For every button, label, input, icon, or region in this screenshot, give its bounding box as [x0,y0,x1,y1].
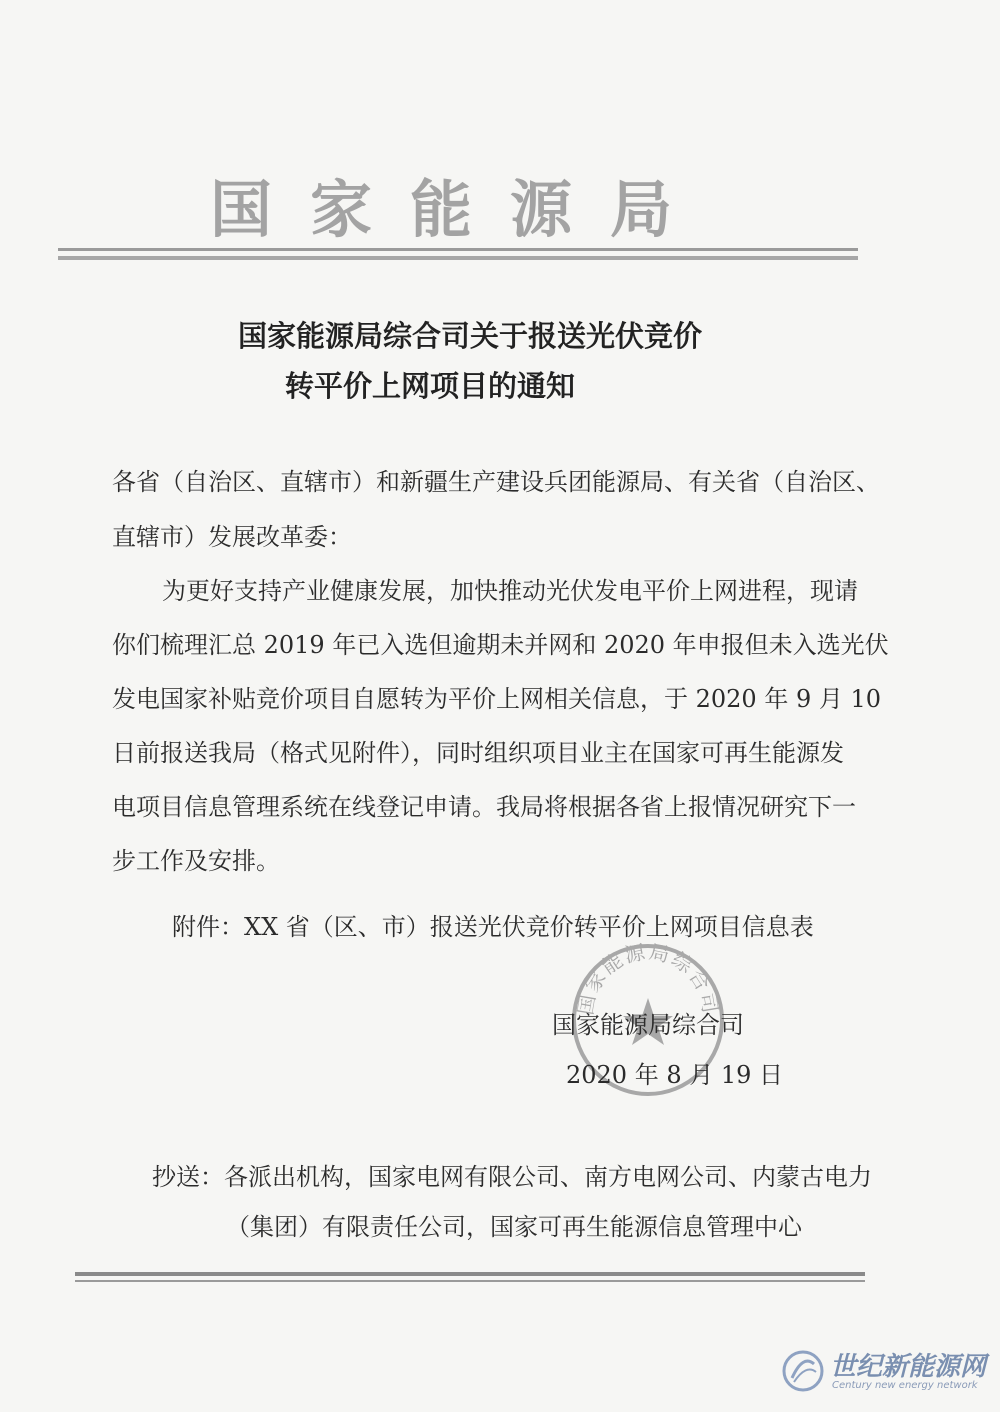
body-line-3: 为更好支持产业健康发展，加快推动光伏发电平价上网进程，现请 [162,577,858,605]
body-line-7: 电项目信息管理系统在线登记申请。我局将根据各省上报情况研究下一 [112,793,856,821]
seal-text: 国家能源局综合司 [573,940,723,1017]
watermark-cn-text: 世纪新能源网 [830,1352,987,1382]
watermark-en-text: Century new energy network [832,1380,978,1391]
body-line-6: 日前报送我局（格式见附件），同时组织项目业主在国家可再生能源发 [112,739,844,767]
body-line-2: 直辖市）发展改革委： [112,523,352,551]
body-line-5: 发电国家补贴竞价项目自愿转为平价上网相关信息，于 2020 年 9 月 10 [112,685,882,713]
cc-line-2: （集团）有限责任公司，国家可再生能源信息管理中心 [226,1213,802,1241]
footer-rule-thick [75,1272,865,1276]
letterhead-title: 国家能源局 [209,173,710,246]
document-title-line-2: 转平价上网项目的通知 [284,369,575,403]
attachment-line: 附件：XX 省（区、市）报送光伏竞价转平价上网项目信息表 [172,913,814,941]
document-title-line-1: 国家能源局综合司关于报送光伏竞价 [237,319,702,353]
issuer-name: 国家能源局综合司 [552,1011,744,1039]
issue-date: 2020 年 8 月 19 日 [566,1061,784,1089]
footer-rule-thin [75,1280,865,1282]
body-line-8: 步工作及安排。 [112,847,280,875]
body-line-1: 各省（自治区、直辖市）和新疆生产建设兵团能源局、有关省（自治区、 [112,468,880,496]
body-line-4: 你们梳理汇总 2019 年已入选但逾期未并网和 2020 年申报但未入选光伏 [112,631,889,659]
cc-line-1: 抄送：各派出机构，国家电网有限公司、南方电网公司、内蒙古电力 [152,1163,872,1191]
watermark-logo-icon [780,1348,826,1394]
letterhead-rule-thick [58,256,858,260]
site-watermark [776,1342,986,1402]
letterhead-rule-thin [58,248,858,251]
